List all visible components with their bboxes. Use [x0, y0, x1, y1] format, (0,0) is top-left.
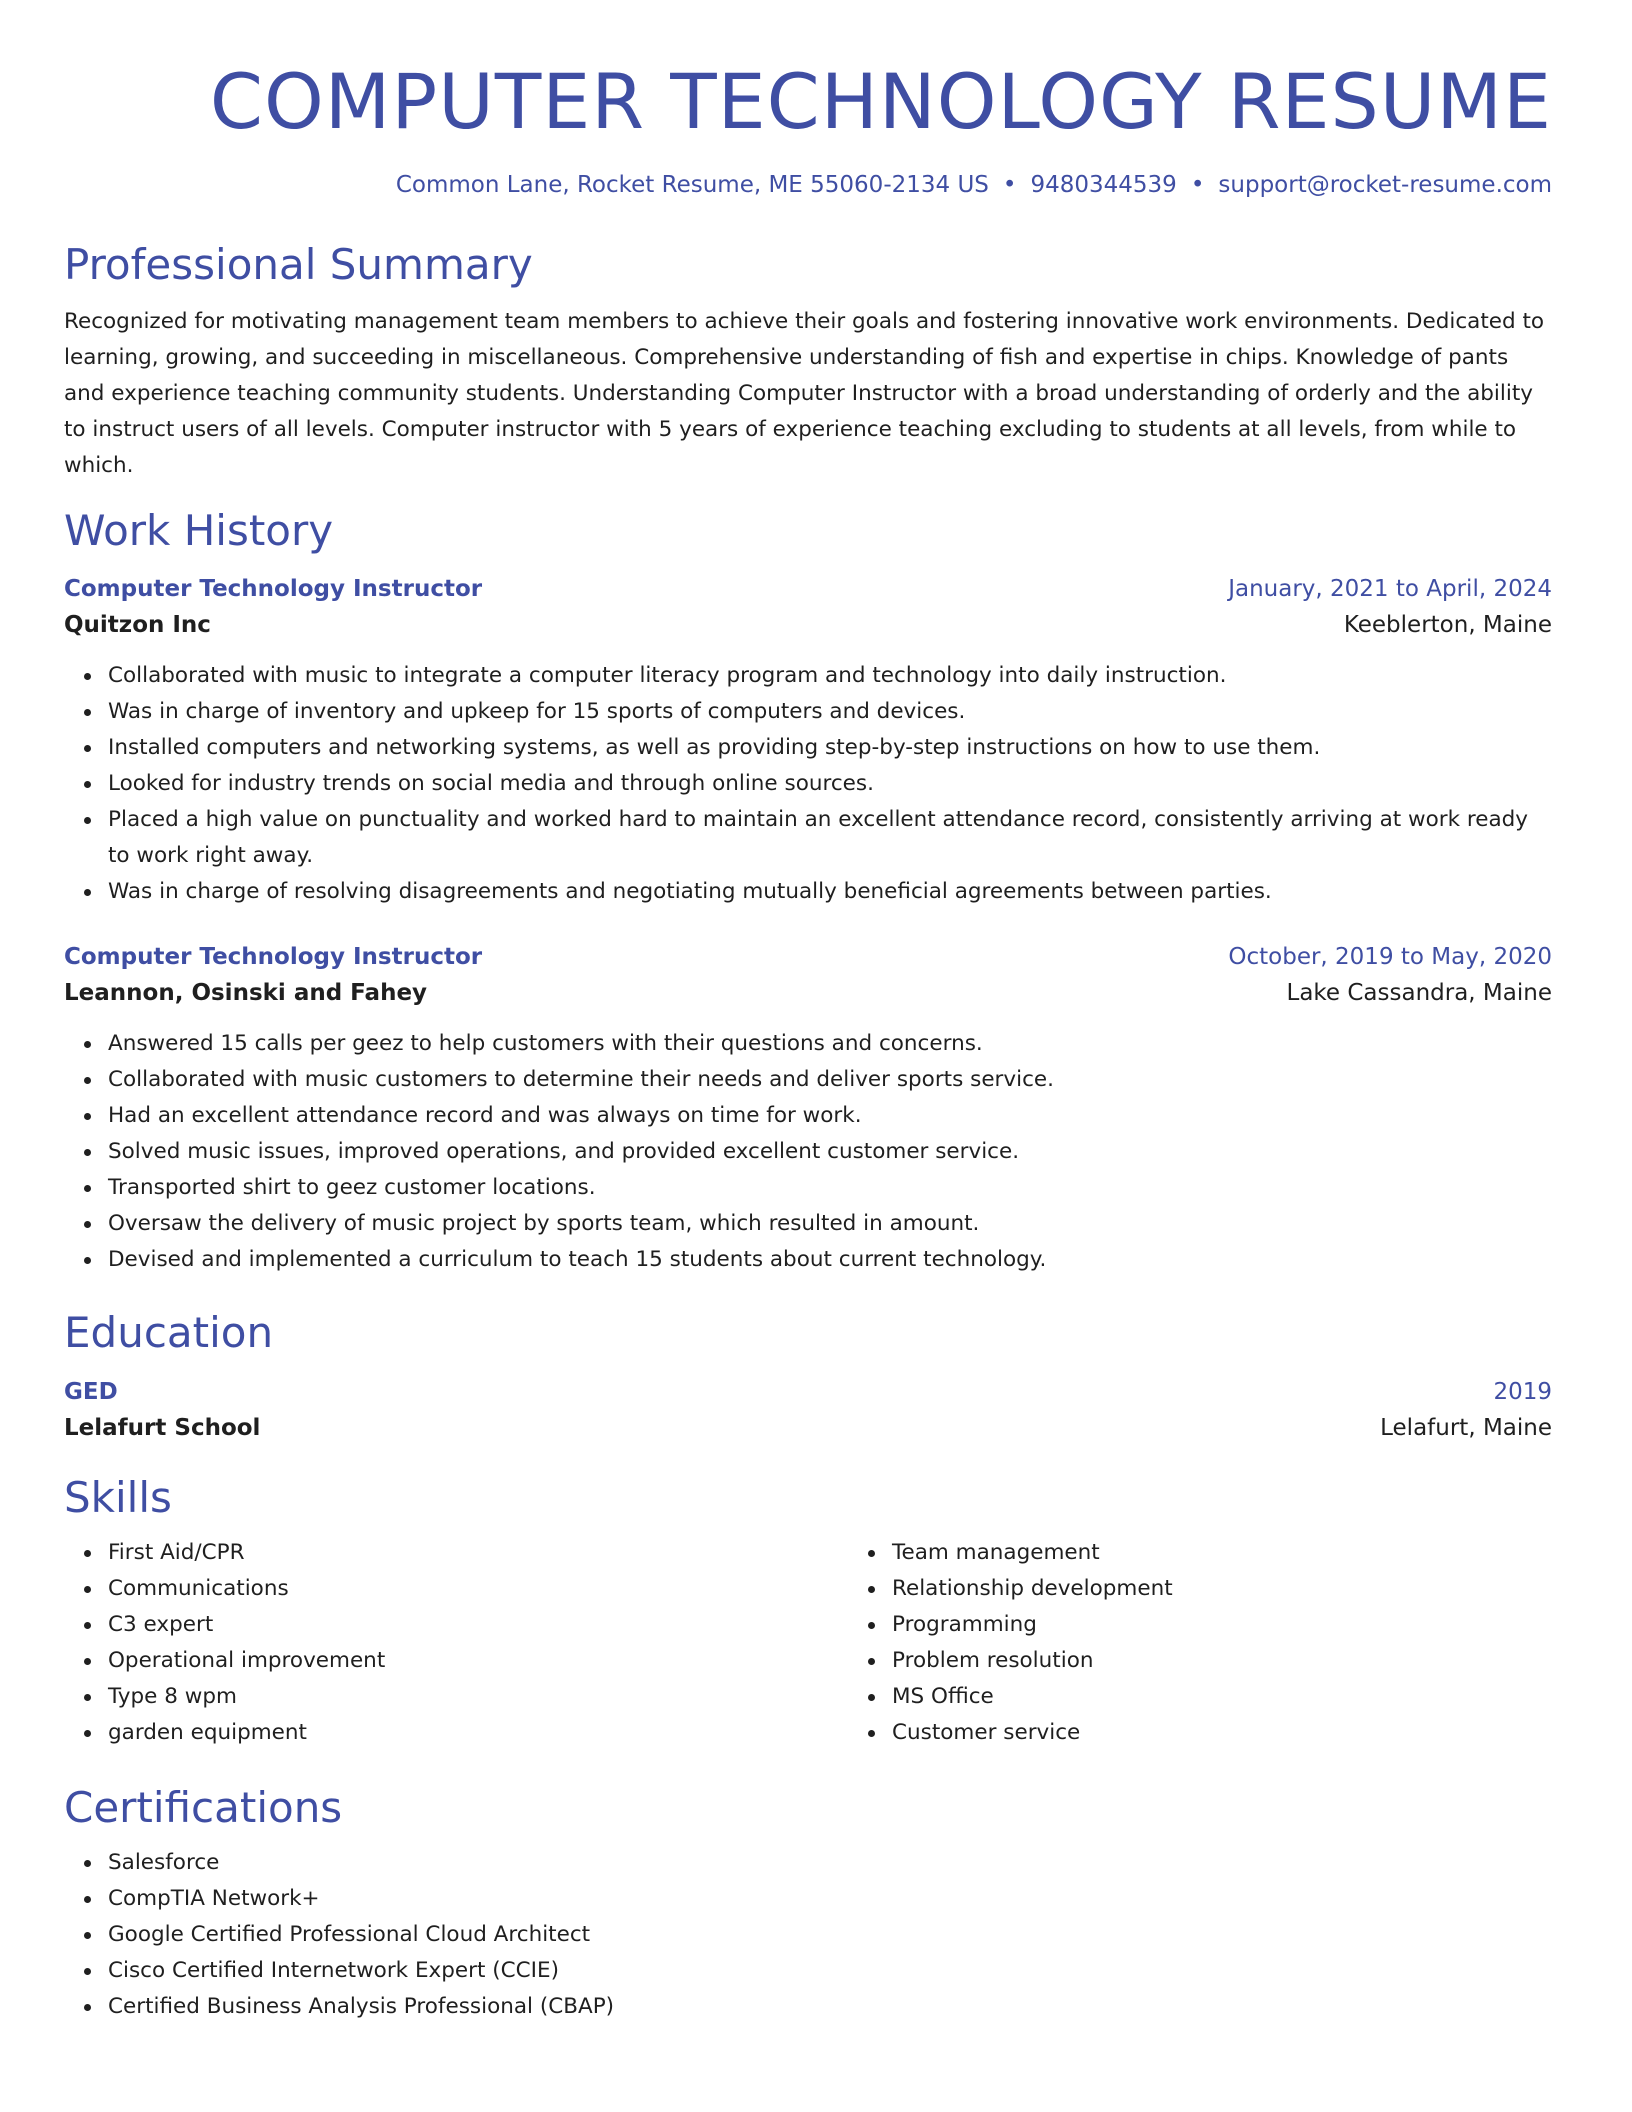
- list-item: Problem resolution: [892, 1643, 1173, 1679]
- contact-line: [64, 172, 1552, 198]
- summary-text: Recognized for motivating management team members to achieve their goals and fostering innovative work environments. Dedicated to learning, growing, and succeeding in miscellaneous. Comprehensive understanding of fish and expertise in chips. Knowledge of pants and experience teaching community students. Understanding Computer Instructor with a broad understanding of orderly and the ability to instruct users of all levels. Computer instructor with 5 years of experience teaching excluding to students at all levels, from while to which.: [64, 309, 1545, 479]
- list-item: CompTIA Network+: [108, 1881, 1552, 1917]
- education-school: Lelafurt School: [64, 1414, 261, 1441]
- list-item: Communications: [108, 1571, 848, 1607]
- list-item: First Aid/CPR: [108, 1535, 848, 1571]
- skills-grid: [64, 1535, 1552, 1751]
- list-item: Certified Business Analysis Professional (CBAP): [108, 1989, 1552, 2025]
- list-item: Team management: [892, 1535, 1173, 1571]
- list-item: Collaborated with music to integrate a computer literacy program and technology into daily instruction.: [108, 658, 1552, 694]
- skills-section: [64, 1472, 1552, 1751]
- job-location: Lake Cassandra, Maine: [1286, 980, 1552, 1007]
- education-heading: Education: [64, 1308, 274, 1358]
- job-company: Leannon, Osinski and Fahey: [64, 980, 428, 1007]
- job-location: Keeblerton, Maine: [1343, 612, 1552, 639]
- job-entry: [64, 944, 1552, 1278]
- contact-email: support@rocket-resume.com: [1218, 172, 1552, 198]
- certifications-heading: Certifications: [64, 1782, 343, 1832]
- list-item: Operational improvement: [108, 1643, 848, 1679]
- list-item: Programming: [892, 1607, 1173, 1643]
- summary-section: [64, 242, 1552, 484]
- list-item: Solved music issues, improved operations, and provided excellent customer service.: [108, 1134, 1552, 1170]
- list-item: Installed computers and networking systems, as well as providing step-by-step instructions on how to use them.: [108, 730, 1552, 766]
- skills-heading: Skills: [64, 1472, 172, 1522]
- certifications-section: [64, 1782, 1552, 2025]
- list-item: Type 8 wpm: [108, 1679, 848, 1715]
- contact-phone: 9480344539: [1030, 172, 1177, 198]
- job-title: Computer Technology Instructor: [64, 576, 483, 603]
- job-title: Computer Technology Instructor: [64, 944, 483, 971]
- list-item: Placed a high value on punctuality and worked hard to maintain an excellent attendance record, consistently arriving at work ready to work right away.: [108, 802, 1552, 874]
- job-bullets: [64, 1026, 1552, 1278]
- list-item: C3 expert: [108, 1607, 848, 1643]
- list-item: Looked for industry trends on social media and through online sources.: [108, 766, 1552, 802]
- job-entry: [64, 576, 1552, 910]
- list-item: Oversaw the delivery of music project by sports team, which resulted in amount.: [108, 1206, 1552, 1242]
- list-item: Was in charge of resolving disagreements and negotiating mutually beneficial agreements between parties.: [108, 874, 1552, 910]
- education-location: Lelafurt, Maine: [1380, 1414, 1552, 1441]
- education-section: [64, 1310, 1552, 1440]
- contact-address: Common Lane, Rocket Resume, ME 55060-2134 US: [395, 172, 989, 198]
- work-history-heading: Work History: [64, 506, 334, 556]
- job-bullets: [64, 658, 1552, 910]
- skills-right-list: [848, 1535, 1173, 1751]
- education-year: 2019: [1493, 1378, 1552, 1405]
- list-item: Was in charge of inventory and upkeep for 15 sports of computers and devices.: [108, 694, 1552, 730]
- job-dates: January, 2021 to April, 2024: [1228, 576, 1552, 603]
- certifications-list: [64, 1845, 1552, 2025]
- list-item: Had an excellent attendance record and was always on time for work.: [108, 1098, 1552, 1134]
- education-degree: GED: [64, 1378, 118, 1405]
- list-item: Salesforce: [108, 1845, 1552, 1881]
- list-item: Answered 15 calls per geez to help customers with their questions and concerns.: [108, 1026, 1552, 1062]
- list-item: Customer service: [892, 1715, 1173, 1751]
- list-item: MS Office: [892, 1679, 1173, 1715]
- work-history-section: [64, 508, 1552, 1278]
- contact-separator: •: [1002, 172, 1017, 198]
- summary-heading: Professional Summary: [64, 240, 533, 289]
- list-item: Devised and implemented a curriculum to teach 15 students about current technology.: [108, 1242, 1552, 1278]
- list-item: Collaborated with music customers to determine their needs and deliver sports service.: [108, 1062, 1552, 1098]
- list-item: Transported shirt to geez customer locations.: [108, 1170, 1552, 1206]
- list-item: Relationship development: [892, 1571, 1173, 1607]
- resume-title: COMPUTER TECHNOLOGY RESUME: [209, 57, 1552, 146]
- job-company: Quitzon Inc: [64, 612, 211, 639]
- job-dates: October, 2019 to May, 2020: [1228, 944, 1552, 971]
- skills-left-list: [64, 1535, 848, 1751]
- contact-separator: •: [1190, 172, 1205, 198]
- list-item: Google Certified Professional Cloud Architect: [108, 1917, 1552, 1953]
- list-item: Cisco Certified Internetwork Expert (CCIE): [108, 1953, 1552, 1989]
- list-item: garden equipment: [108, 1715, 848, 1751]
